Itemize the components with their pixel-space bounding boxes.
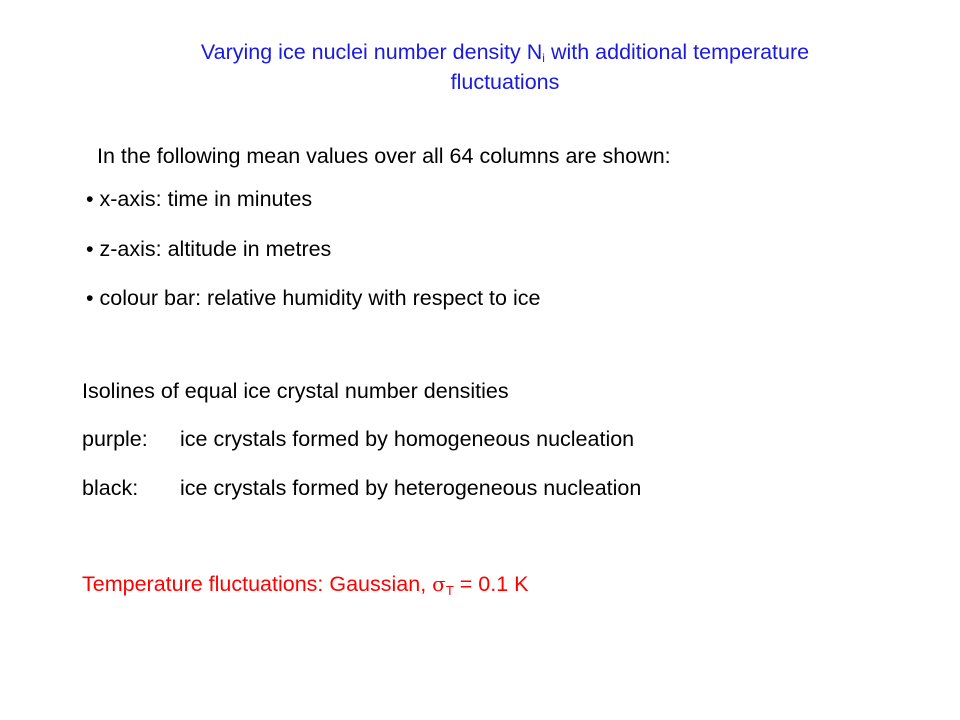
isoline-label-purple: purple:: [82, 427, 148, 451]
intro-text: In the following mean values over all 64 columns are shown:: [97, 144, 671, 168]
title-line-2: fluctuations: [450, 70, 560, 94]
slide-title: [60, 37, 950, 97]
bullet-colour-bar: • colour bar: relative humidity with respect to ice: [86, 286, 541, 310]
isoline-text-purple: ice crystals formed by homogeneous nucleation: [180, 427, 635, 451]
isoline-label-black: black:: [82, 476, 139, 500]
isoline-text-black: ice crystals formed by heterogeneous nucleation: [180, 476, 642, 500]
isoline-row-black: [82, 475, 641, 501]
bullet-z-axis: • z-axis: altitude in metres: [86, 237, 332, 261]
title-text-before: Varying ice nuclei number density N: [200, 40, 543, 64]
bullet-x-axis: • x-axis: time in minutes: [86, 187, 313, 211]
isoline-row-purple: [82, 426, 634, 452]
temperature-prefix: Temperature fluctuations: Gaussian,: [82, 572, 433, 596]
temperature-suffix: = 0.1 K: [453, 572, 529, 596]
temperature-fluctuations-line: [82, 571, 528, 597]
sigma-symbol: σ: [432, 572, 446, 596]
sigma-subscript: T: [445, 583, 454, 598]
title-subscript: i: [542, 51, 545, 65]
isolines-heading: Isolines of equal ice crystal number densities: [82, 379, 509, 403]
title-line-1: [60, 37, 950, 67]
title-text-after: with additional temperature: [544, 40, 810, 64]
